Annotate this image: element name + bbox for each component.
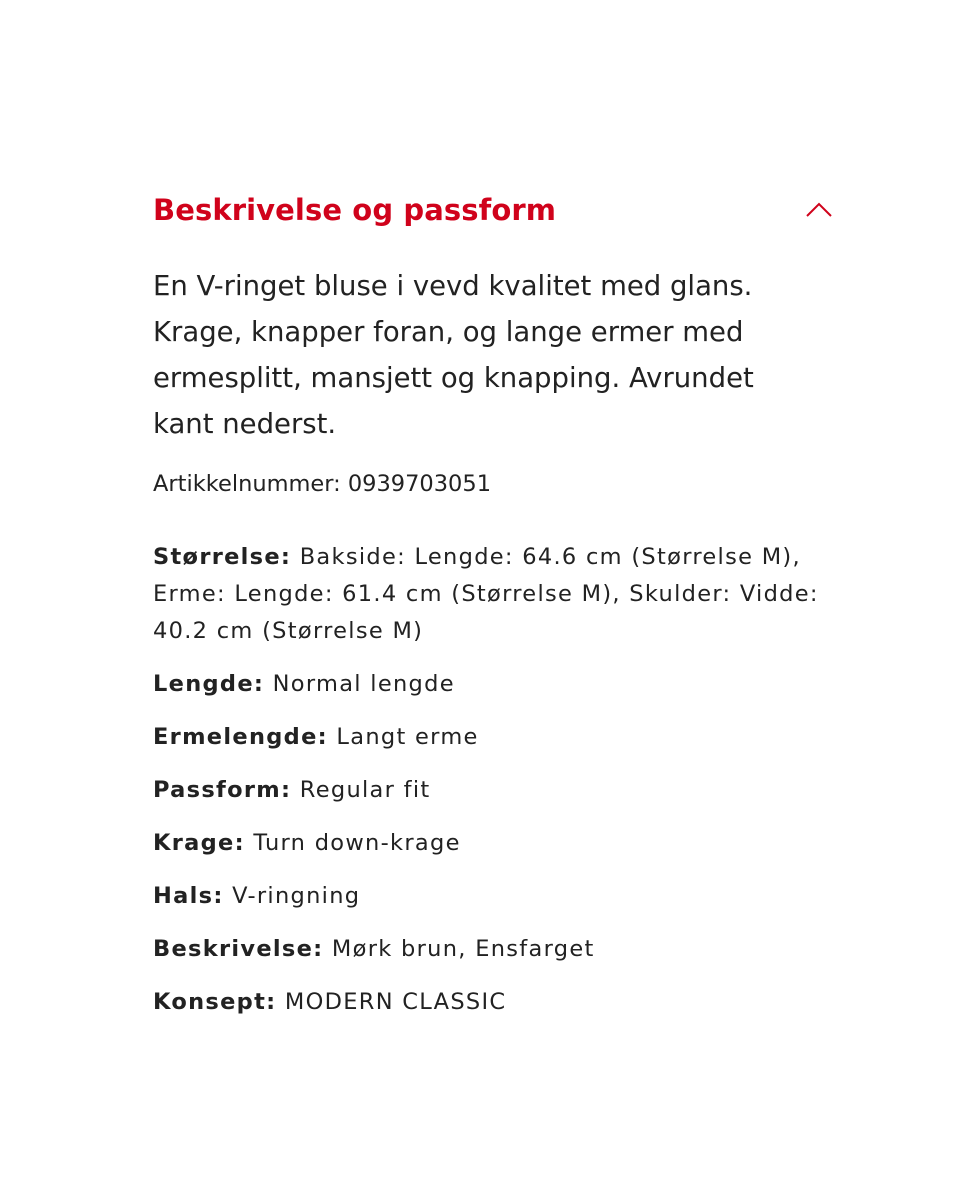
spec-value: V-ringning xyxy=(232,883,361,909)
accordion-header[interactable] xyxy=(153,185,843,237)
spec-length xyxy=(153,666,843,703)
spec-concept xyxy=(153,984,843,1021)
spec-value: Mørk brun, Ensfarget xyxy=(331,936,595,962)
spec-fit xyxy=(153,772,843,809)
spec-label: Passform: xyxy=(153,777,292,803)
spec-value: Turn down-krage xyxy=(253,830,461,856)
spec-value: Regular fit xyxy=(299,777,431,803)
spec-label: Hals: xyxy=(153,883,224,909)
section-title: Beskrivelse og passform xyxy=(153,193,557,227)
spec-label: Konsept: xyxy=(153,989,277,1015)
spec-label: Krage: xyxy=(153,830,245,856)
description-accordion xyxy=(153,185,843,1037)
spec-description xyxy=(153,931,843,968)
spec-label: Størrelse: xyxy=(153,544,292,570)
article-number: Artikkelnummer: 0939703051 xyxy=(153,471,492,497)
spec-neckline xyxy=(153,878,843,915)
spec-value: Bakside: Lengde: 64.6 cm (Størrelse M), Erme: Lengde: 61.4 cm (Størrelse M), Skulder: Vidde: 40.2 cm (Størrelse M) xyxy=(153,544,819,644)
spec-value: MODERN CLASSIC xyxy=(284,989,507,1015)
spec-size xyxy=(153,539,843,650)
spec-sleeve-length xyxy=(153,719,843,756)
spec-label: Beskrivelse: xyxy=(153,936,324,962)
spec-value: Normal lengde xyxy=(272,671,455,697)
spec-collar xyxy=(153,825,843,862)
chevron-up-icon[interactable] xyxy=(805,197,833,221)
spec-label: Ermelengde: xyxy=(153,724,328,750)
spec-list xyxy=(153,539,843,1021)
spec-value: Langt erme xyxy=(336,724,479,750)
product-description: En V-ringet bluse i vevd kvalitet med glans. Krage, knapper foran, og lange ermer med ermesplitt, mansjett og knapping. Avrundet kant nederst. xyxy=(153,270,754,440)
spec-label: Lengde: xyxy=(153,671,265,697)
